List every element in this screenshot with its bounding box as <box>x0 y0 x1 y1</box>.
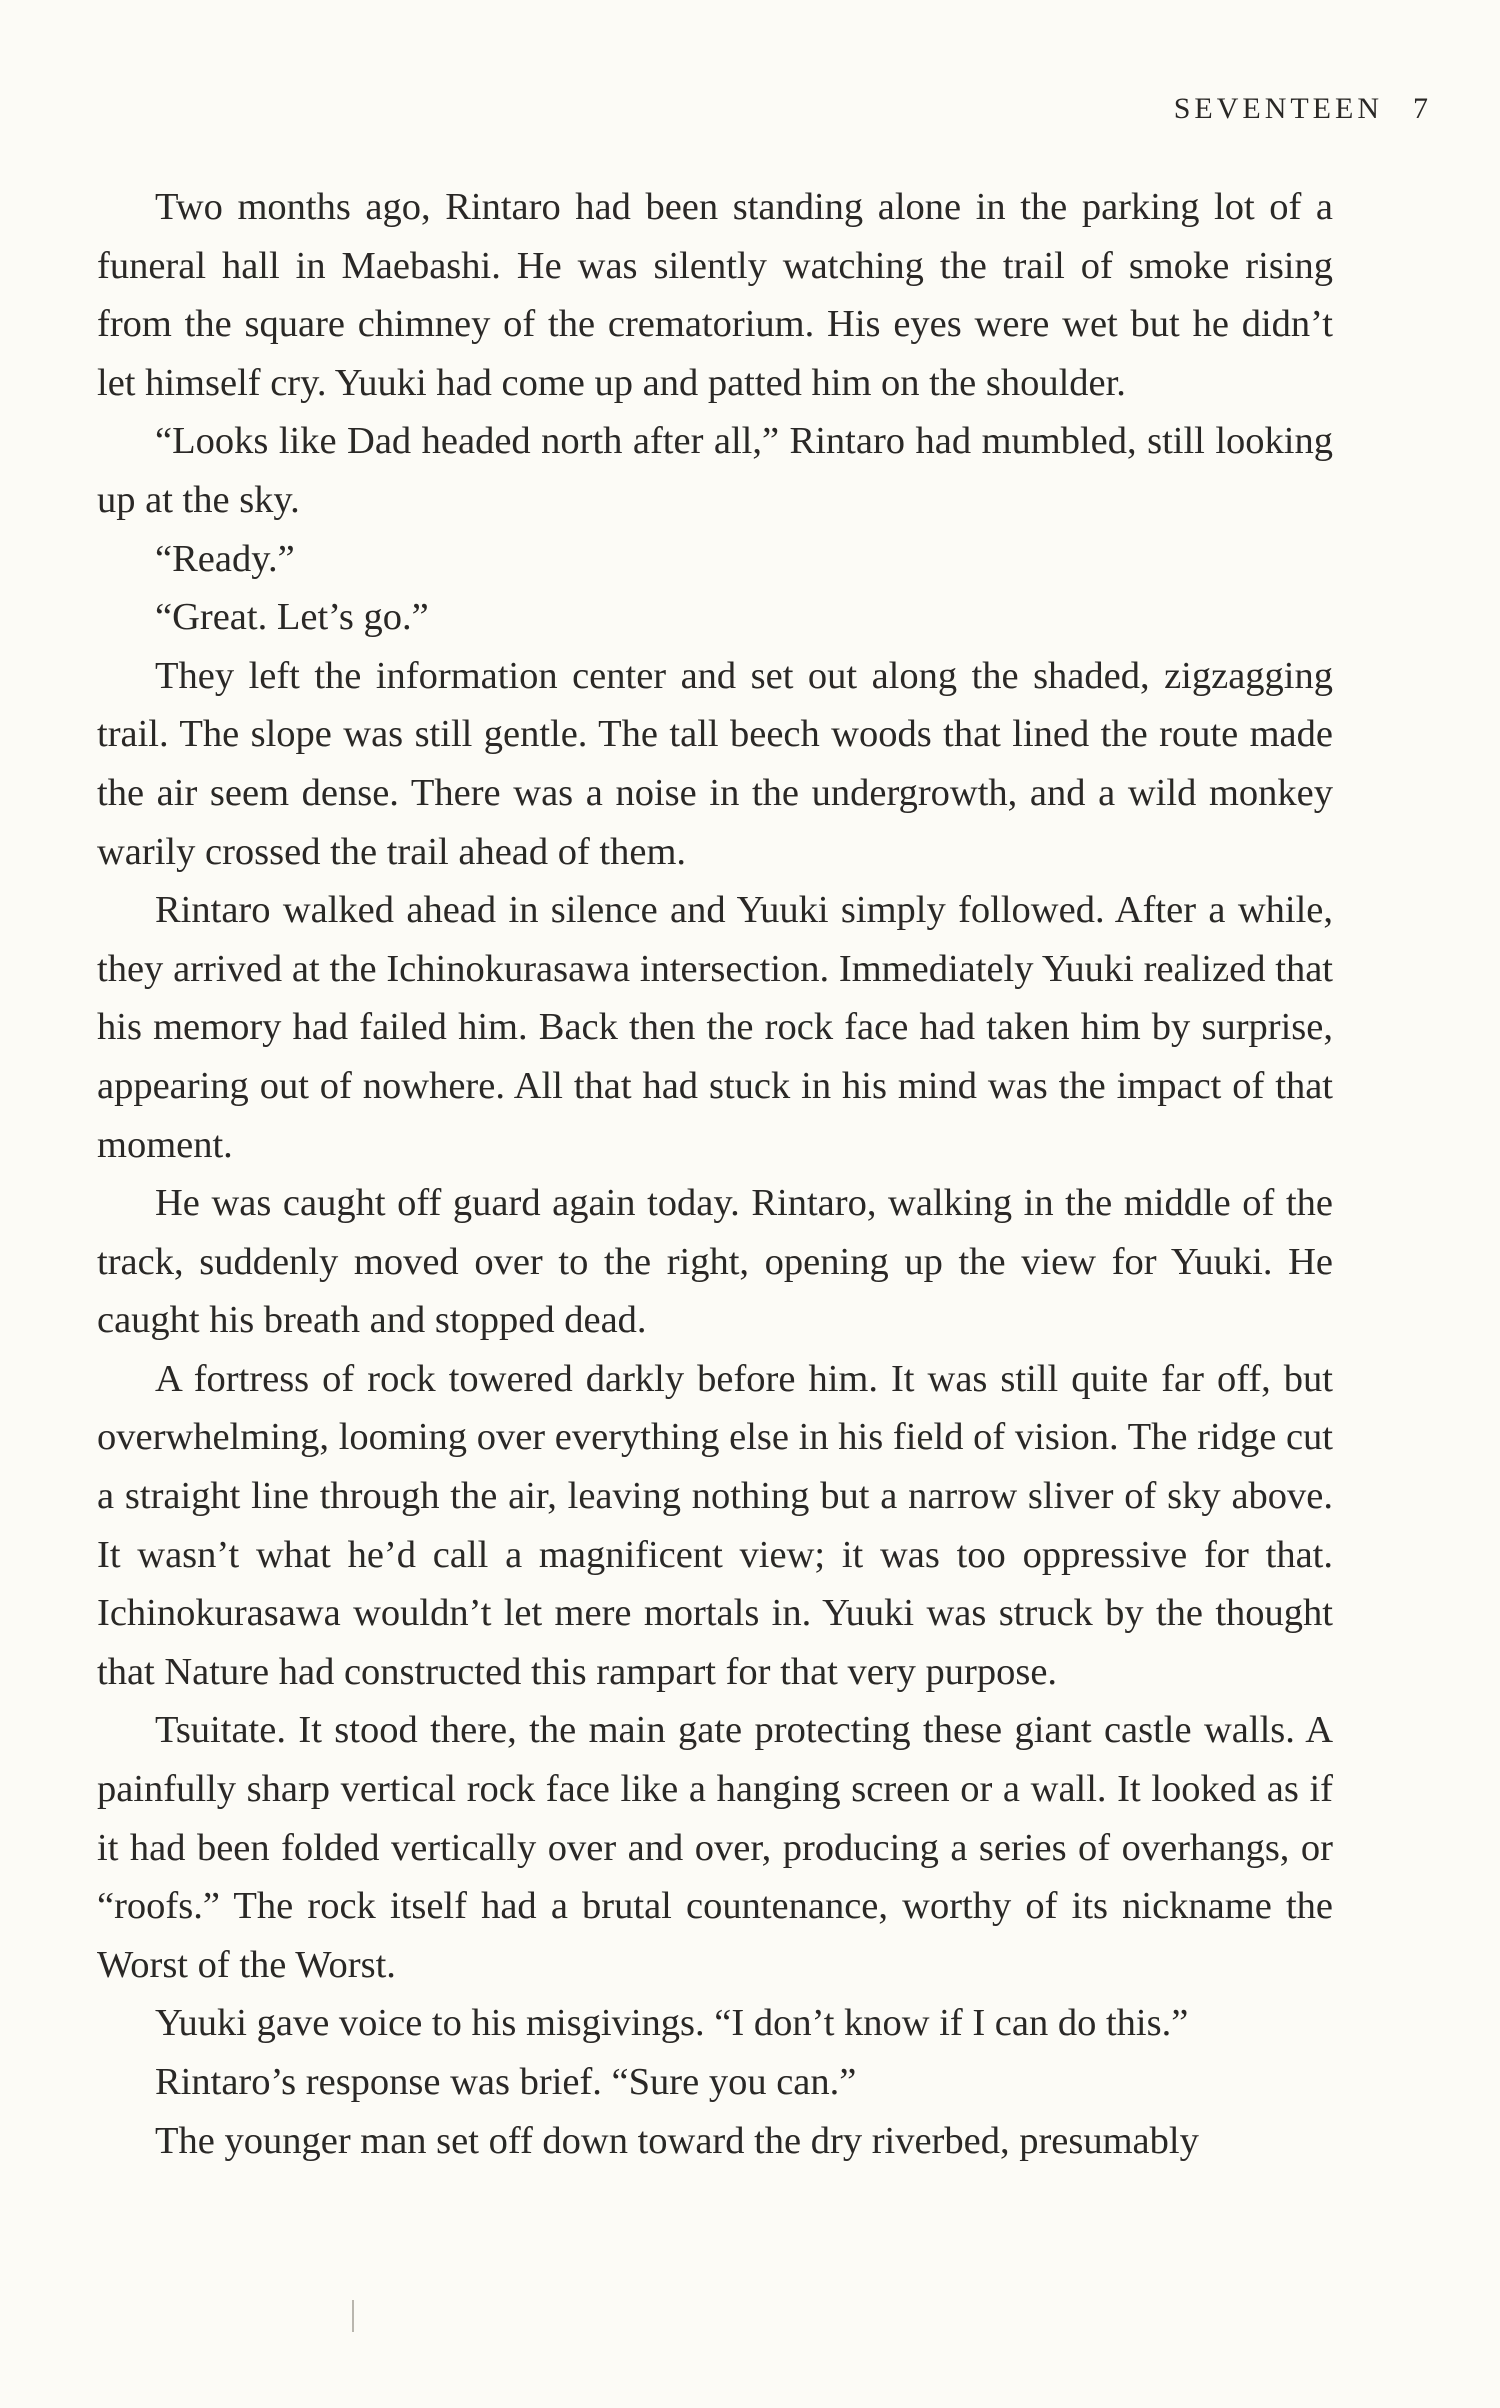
paragraph: “Looks like Dad headed north after all,” Rintaro had mumbled, still looking up at the sky. <box>97 420 1333 521</box>
paragraph: Two months ago, Rintaro had been standing alone in the parking lot of a funeral hall in Maebashi. He was silently watching the trail of smoke rising from the square chimney of the crematorium. His eyes were wet but he didn’t let himself cry. Yuuki had come up and patted him on the shoulder. <box>97 186 1333 404</box>
paragraph: “Great. Let’s go.” <box>155 596 429 639</box>
running-head <box>1174 92 1428 126</box>
paragraph: Yuuki gave voice to his misgivings. “I don’t know if I can do this.” <box>155 2002 1189 2045</box>
paragraph: A fortress of rock towered darkly before him. It was still quite far off, but overwhelming, looming over everything else in his field of vision. The ridge cut a straight line through the air, leaving nothing but a narrow sliver of sky above. It wasn’t what he’d call a magnificent view; it was too oppressive for that. Ichinokurasawa wouldn’t let mere mortals in. Yuuki was struck by the thought that Nature had constructed this rampart for that very purpose. <box>97 1357 1333 1693</box>
scan-mark <box>352 2300 354 2332</box>
paragraph: “Ready.” <box>155 537 295 580</box>
chapter-title: SEVENTEEN <box>1173 92 1383 125</box>
paragraph: Rintaro’s response was brief. “Sure you can.” <box>155 2061 857 2103</box>
paragraph: Tsuitate. It stood there, the main gate protecting these giant castle walls. A painfully sharp vertical rock face like a hanging screen or a wall. It looked as if it had been folded vertically over and over, producing a series of overhangs, or “roofs.” The rock itself had a brutal countenance, worthy of its nickname the Worst of the Worst. <box>97 1709 1333 1986</box>
paragraph: The younger man set off down toward the dry riverbed, presumably <box>155 2119 1199 2162</box>
body-text <box>97 178 1333 2170</box>
paragraph: He was caught off guard again today. Rintaro, walking in the middle of the track, suddenly moved over to the right, opening up the view for Yuuki. He caught his breath and stopped dead. <box>97 1182 1333 1342</box>
paragraph: They left the information center and set out along the shaded, zigzagging trail. The slope was still gentle. The tall beech woods that lined the route made the air seem dense. There was a noise in the undergrowth, and a wild monkey warily crossed the trail ahead of them. <box>97 654 1333 873</box>
paragraph: Rintaro walked ahead in silence and Yuuki simply followed. After a while, they arrived at the Ichinokurasawa intersection. Immediately Yuuki realized that his memory had failed him. Back then the rock face had taken him by surprise, appearing out of nowhere. All that had stuck in his mind was the impact of that moment. <box>97 889 1333 1166</box>
page-number: 7 <box>1413 92 1428 125</box>
